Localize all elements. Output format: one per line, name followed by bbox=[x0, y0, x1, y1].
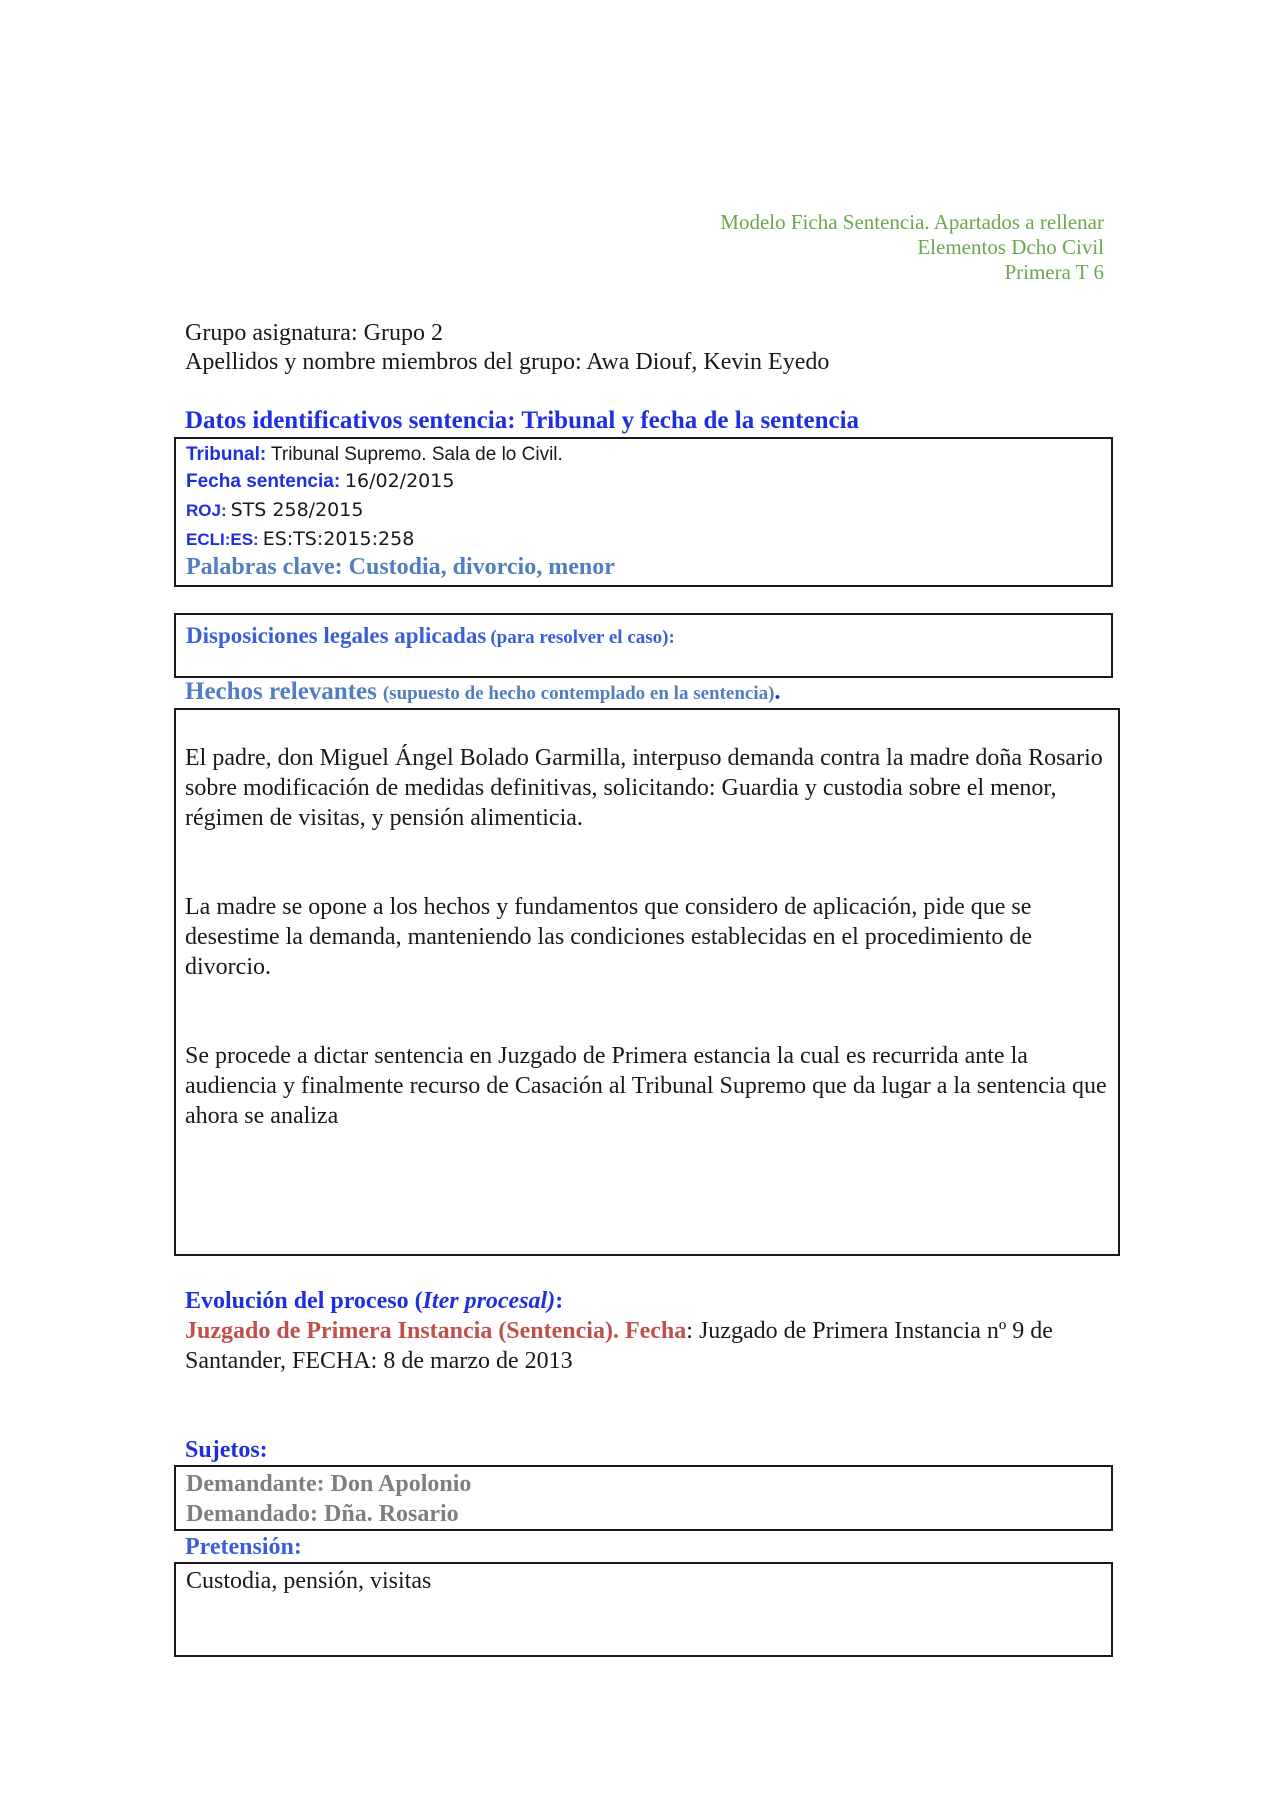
demandante: Demandante: Don Apolonio bbox=[186, 1471, 472, 1497]
roj-label: ROJ: bbox=[186, 501, 227, 520]
roj-row bbox=[186, 498, 363, 524]
header-line-3: Primera T 6 bbox=[1004, 260, 1104, 284]
evolucion-heading-a: Evolución del proceso ( bbox=[185, 1288, 423, 1314]
ecli-label: ECLI:ES: bbox=[186, 530, 259, 549]
pretension-value: Custodia, pensión, visitas bbox=[186, 1568, 432, 1594]
sujetos-heading: Sujetos: bbox=[185, 1437, 268, 1463]
evolucion-heading-c: : bbox=[555, 1288, 564, 1314]
evolucion-juzgado bbox=[185, 1316, 1115, 1376]
grupo-line bbox=[185, 318, 443, 348]
ecli-value: ES:TS:2015:258 bbox=[262, 528, 415, 550]
demandado: Demandado: Dña. Rosario bbox=[186, 1501, 459, 1527]
datos-box bbox=[174, 437, 1113, 587]
sujetos-box bbox=[174, 1465, 1113, 1531]
hechos-paragraph-2: La madre se opone a los hechos y fundamentos que considero de aplicación, pide que se desestime la demanda, manteniendo las condiciones establecidas en el procedimiento de divorcio. bbox=[185, 894, 1033, 980]
hechos-dot: . bbox=[774, 679, 781, 705]
fecha-row bbox=[186, 469, 454, 494]
tribunal-row bbox=[186, 443, 563, 467]
miembros-label: Apellidos y nombre miembros del grupo: bbox=[185, 349, 582, 375]
hechos-note: (supuesto de hecho contemplado en la sentencia) bbox=[382, 683, 775, 704]
hechos-paragraph-3: Se procede a dictar sentencia en Juzgado de Primera estancia la cual es recurrida ante la audiencia y finalmente recurso de Casación al Tribunal Supremo que da lugar a la sentencia que ahora se analiza bbox=[185, 1043, 1107, 1129]
fecha-value: 16/02/2015 bbox=[344, 470, 455, 492]
miembros-value: Awa Diouf, Kevin Eyedo bbox=[586, 349, 830, 375]
disposiciones-heading: Disposiciones legales aplicadas bbox=[186, 623, 487, 648]
juzgado-value: : Juzgado de Primera Instancia nº 9 de Santander, FECHA: 8 de marzo de 2013 bbox=[185, 1318, 1053, 1374]
miembros-line bbox=[185, 347, 829, 377]
evolucion-heading bbox=[185, 1286, 563, 1316]
disposiciones-box bbox=[174, 613, 1113, 678]
datos-heading: Datos identificativos sentencia: Tribunal y fecha de la sentencia bbox=[185, 407, 860, 434]
document-header bbox=[720, 210, 1104, 285]
juzgado-label: Juzgado de Primera Instancia (Sentencia). Fecha bbox=[185, 1318, 687, 1344]
grupo-label: Grupo asignatura: bbox=[185, 320, 358, 346]
disposiciones-row bbox=[186, 621, 675, 654]
header-line-1: Modelo Ficha Sentencia. Apartados a rellenar bbox=[720, 210, 1104, 234]
header-line-2: Elementos Dcho Civil bbox=[917, 235, 1104, 259]
tribunal-value: Tribunal Supremo. Sala de lo Civil. bbox=[270, 444, 563, 465]
hechos-paragraph-1: El padre, don Miguel Ángel Bolado Garmilla, interpuso demanda contra la madre doña Rosario sobre modificación de medidas definitivas, solicitando: Guardia y custodia sobre el menor, régimen de visitas, y pensión alimenticia. bbox=[185, 745, 1103, 831]
hechos-heading-line bbox=[185, 677, 780, 709]
disposiciones-note: (para resolver el caso): bbox=[490, 627, 675, 648]
tribunal-label: Tribunal: bbox=[186, 444, 267, 465]
palabras-clave: Palabras clave: Custodia, divorcio, menor bbox=[186, 554, 615, 580]
fecha-label: Fecha sentencia: bbox=[186, 471, 341, 492]
ecli-row bbox=[186, 527, 414, 553]
roj-value: STS 258/2015 bbox=[230, 499, 364, 521]
hechos-heading: Hechos relevantes bbox=[185, 678, 377, 705]
pretension-heading: Pretensión: bbox=[185, 1534, 302, 1560]
evolucion-heading-b: Iter procesal) bbox=[422, 1288, 556, 1314]
pretension-box bbox=[174, 1562, 1113, 1657]
grupo-value: Grupo 2 bbox=[363, 320, 443, 346]
